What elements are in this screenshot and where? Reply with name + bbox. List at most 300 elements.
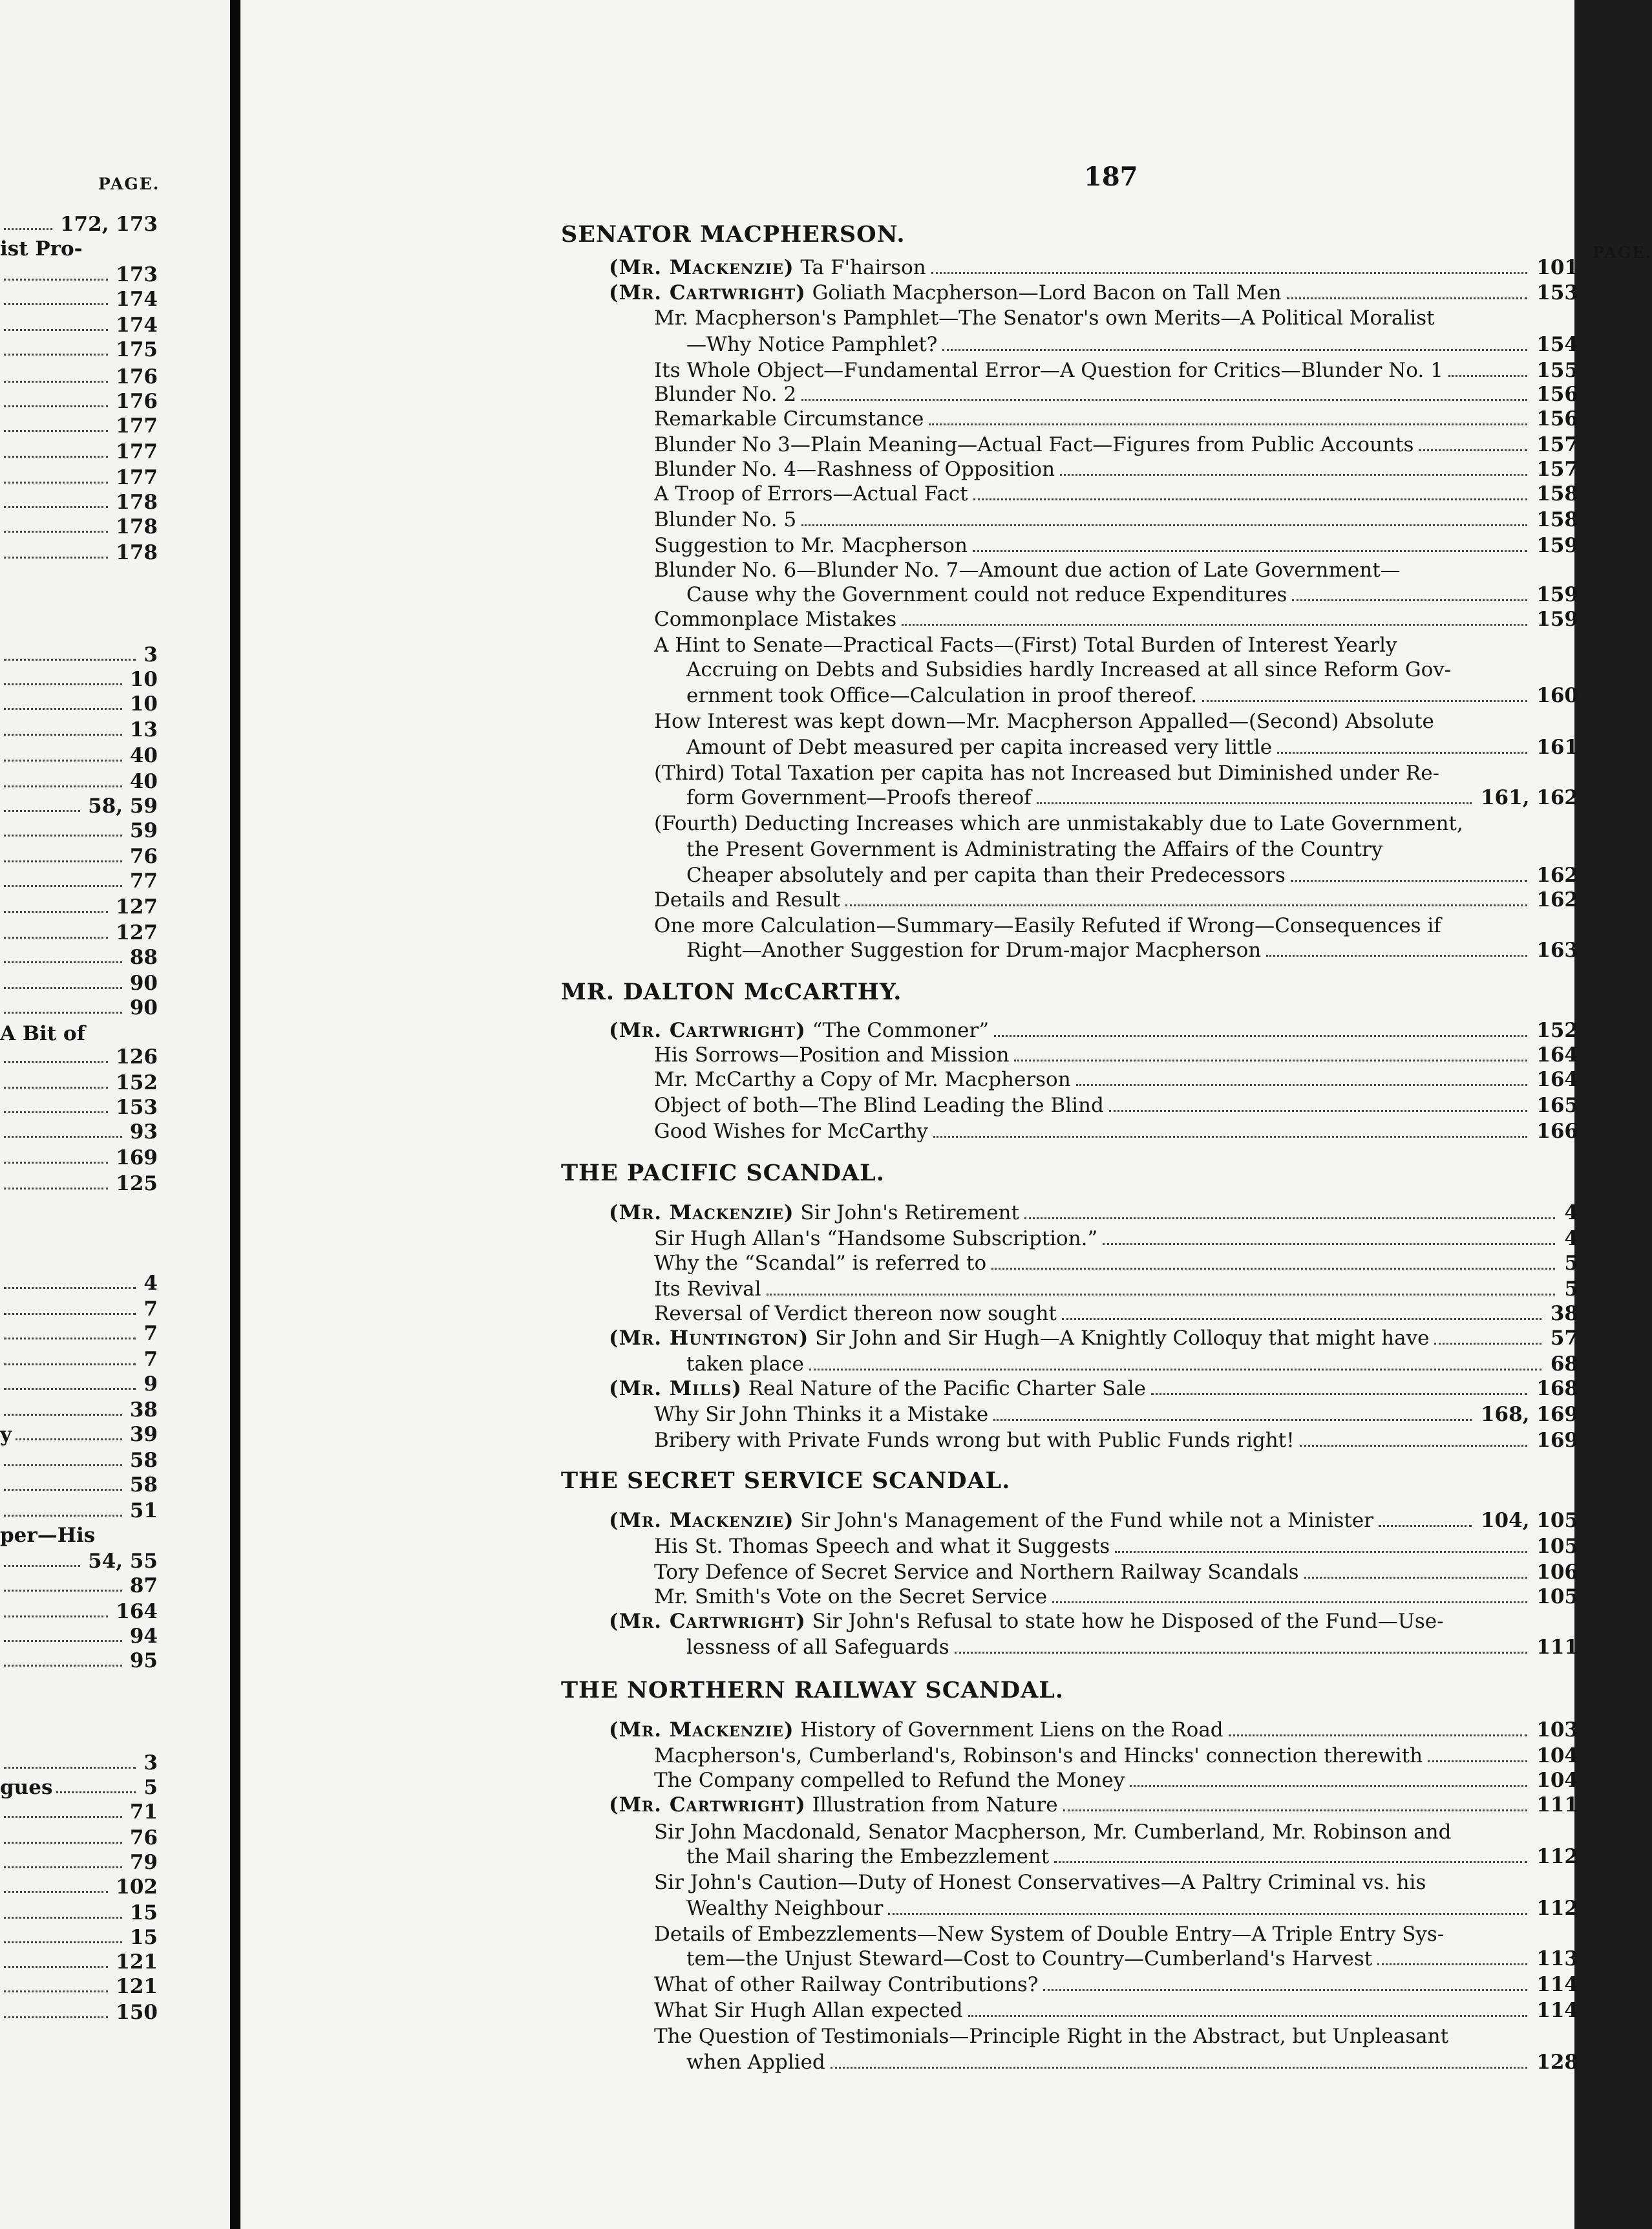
entry-page-number: 111 <box>1536 1793 1578 1817</box>
left-row-page: 87 <box>129 1574 158 1597</box>
entry-text <box>654 811 1463 837</box>
left-index-row <box>0 1146 158 1170</box>
entry-page-number: 169 <box>1536 1429 1578 1452</box>
dot-leader <box>4 337 108 356</box>
left-index-row <box>0 490 158 515</box>
index-entry <box>654 1767 1578 1793</box>
left-index-row <box>0 692 158 716</box>
left-row-page: 58 <box>129 1473 158 1497</box>
left-row-page: 10 <box>129 692 158 716</box>
left-index-row <box>0 1950 158 1974</box>
left-index-row <box>0 389 158 414</box>
entry-text <box>609 1376 1146 1402</box>
dot-leader <box>4 769 122 787</box>
left-index-row <box>0 540 158 565</box>
index-entry <box>654 456 1578 482</box>
entry-title: Cheaper absolutely and per capita than their Predecessors <box>686 864 1286 887</box>
entry-title: Sir Hugh Allan's “Handsome Subscription.” <box>654 1227 1098 1250</box>
index-entry <box>686 582 1578 608</box>
left-index-row <box>0 794 158 818</box>
entry-speaker: (Mr. Cartwright) <box>609 1610 806 1633</box>
left-index-row <box>0 262 158 287</box>
entry-title: Reversal of Verdict thereon now sought <box>654 1302 1057 1325</box>
dot-leader <box>1037 785 1472 804</box>
left-index-row <box>0 313 158 337</box>
left-row-page: 178 <box>116 515 158 539</box>
dot-leader <box>929 406 1527 425</box>
index-entry <box>654 1042 1578 1068</box>
left-row-page: 176 <box>116 390 158 413</box>
dot-leader <box>4 1950 108 1968</box>
entry-text <box>609 1018 989 1043</box>
dot-leader <box>1266 937 1527 957</box>
index-entry <box>654 1584 1578 1610</box>
dot-leader <box>1448 357 1527 377</box>
entry-text <box>686 582 1287 608</box>
index-entry <box>686 785 1578 811</box>
dot-leader <box>1109 1093 1527 1112</box>
index-entry <box>686 937 1578 963</box>
dot-leader <box>4 389 108 407</box>
left-row-page: 121 <box>116 1975 158 1998</box>
entry-title: lessness of all Safeguards <box>686 1636 949 1659</box>
index-entry <box>686 2049 1578 2075</box>
index-entry <box>654 632 1578 658</box>
entry-page-number: 152 <box>1536 1019 1578 1042</box>
entry-text <box>686 734 1272 760</box>
entry-page-number: 157 <box>1536 433 1578 456</box>
left-index-row <box>0 1751 158 1775</box>
left-index-row <box>0 1473 158 1497</box>
entry-page-number: 158 <box>1536 508 1578 531</box>
section-title-dalton-mccarthy: MR. DALTON McCARTHY. <box>561 979 902 1005</box>
dot-leader <box>4 2000 108 2018</box>
dot-leader <box>4 1624 122 1642</box>
entry-page-number: 162 <box>1536 888 1578 912</box>
left-index-row <box>0 971 158 996</box>
left-index-row <box>0 1071 158 1095</box>
dot-leader <box>1060 456 1527 476</box>
entry-title: Blunder No. 6—Blunder No. 7—Amount due action of Late Government— <box>654 559 1401 582</box>
left-index-row <box>0 337 158 362</box>
left-row-page: 3 <box>143 643 158 667</box>
left-row-page: 90 <box>129 996 158 1019</box>
dot-leader <box>831 2049 1527 2069</box>
entry-title: Its Revival <box>654 1277 761 1301</box>
entry-page-number: 104 <box>1536 1769 1578 1792</box>
entry-page-number: 114 <box>1536 1973 1578 1996</box>
entry-title: Cause why the Government could not reduce Expenditures <box>686 583 1287 606</box>
index-entry <box>654 1559 1578 1585</box>
dot-leader <box>4 313 108 331</box>
index-entry <box>686 683 1578 709</box>
left-row-page: 40 <box>129 744 158 767</box>
entry-title: the Mail sharing the Embezzlement <box>686 1845 1050 1868</box>
left-row-page: 9 <box>143 1372 158 1396</box>
index-entry <box>654 1998 1578 2023</box>
entry-text <box>654 1819 1451 1845</box>
index-entry <box>654 606 1578 632</box>
dot-leader <box>968 1998 1527 2017</box>
left-index-row <box>0 1422 158 1447</box>
dot-leader <box>1014 1042 1527 1061</box>
entry-text <box>654 1067 1071 1093</box>
left-row-page: 126 <box>116 1045 158 1069</box>
left-row-text: y <box>0 1423 12 1446</box>
index-entry <box>686 1634 1578 1660</box>
entry-text <box>609 1608 1444 1634</box>
entry-title: Blunder No. 2 <box>654 383 797 406</box>
left-index-row <box>0 1624 158 1648</box>
index-entry <box>609 1792 1578 1818</box>
entry-title: form Government—Proofs thereof <box>686 786 1032 809</box>
dot-leader <box>1052 1584 1527 1603</box>
left-row-page: 177 <box>116 466 158 489</box>
entry-page-number: 164 <box>1536 1068 1578 1091</box>
entry-text <box>654 1743 1423 1769</box>
index-entry <box>654 913 1578 939</box>
entry-text <box>654 456 1055 482</box>
entry-page-number: 105 <box>1536 1585 1578 1608</box>
index-entry <box>654 760 1578 786</box>
entry-title: Illustration from Nature <box>805 1793 1058 1817</box>
index-entry <box>654 305 1578 331</box>
section-title-northern-railway-scandal: THE NORTHERN RAILWAY SCANDAL. <box>561 1677 1064 1703</box>
left-row-page: 150 <box>116 2001 158 2024</box>
entry-page-number: 57 <box>1550 1327 1578 1350</box>
dot-leader <box>1287 280 1527 299</box>
entry-text <box>654 913 1441 939</box>
dot-leader <box>4 1297 136 1315</box>
entry-title: Sir John's Caution—Duty of Honest Conservatives—A Paltry Criminal vs. his <box>654 1871 1426 1894</box>
dot-leader <box>973 533 1527 552</box>
entry-text <box>654 1427 1295 1453</box>
index-entry <box>654 1972 1578 1998</box>
index-entry <box>686 1844 1578 1870</box>
left-row-page: 79 <box>129 1851 158 1874</box>
dot-leader <box>4 667 122 685</box>
entry-speaker: (Mr. Mackenzie) <box>609 1718 794 1742</box>
left-row-page: 3 <box>143 1751 158 1775</box>
index-entry <box>654 406 1578 432</box>
entry-text <box>686 1351 804 1377</box>
dot-leader <box>4 465 108 484</box>
index-entry <box>654 1533 1578 1559</box>
entry-text <box>654 2023 1448 2049</box>
entry-title: His Sorrows—Position and Mission <box>654 1043 1010 1067</box>
entry-text <box>686 837 1382 862</box>
left-index-row <box>0 1850 158 1875</box>
dot-leader <box>1202 683 1527 702</box>
left-row-page: 174 <box>116 288 158 311</box>
index-entry <box>686 837 1578 862</box>
left-index-row <box>0 1974 158 1999</box>
left-row-text: A Bit of <box>0 1022 85 1045</box>
entry-text <box>686 332 937 357</box>
left-row-page: 93 <box>129 1120 158 1144</box>
entry-page-number: 111 <box>1536 1636 1578 1659</box>
entry-text <box>654 1402 988 1427</box>
entry-text <box>686 657 1451 683</box>
entry-title: A Troop of Errors—Actual Fact <box>654 482 968 506</box>
dot-leader <box>4 1901 122 1919</box>
dot-leader <box>4 287 108 305</box>
dot-leader <box>4 440 108 458</box>
entry-text <box>609 255 926 281</box>
left-index-row <box>0 465 158 490</box>
left-row-text: gues <box>0 1776 53 1799</box>
left-index-row <box>0 1297 158 1321</box>
entry-page-number: 154 <box>1536 333 1578 356</box>
entry-title: Good Wishes for McCarthy <box>654 1120 928 1143</box>
dot-leader <box>1229 1717 1527 1736</box>
left-row-page: 5 <box>143 1776 158 1799</box>
dot-leader <box>4 1146 108 1164</box>
section-title-secret-service-scandal: THE SECRET SERVICE SCANDAL. <box>561 1467 1011 1494</box>
entry-title: Details of Embezzlements—New System of Double Entry—A Triple Entry Sys- <box>654 1923 1445 1946</box>
entry-page-number: 113 <box>1536 1947 1578 1970</box>
entry-page-number: 68 <box>1550 1352 1578 1376</box>
entry-text <box>654 1584 1047 1610</box>
entry-text <box>654 507 796 533</box>
index-entry <box>654 887 1578 913</box>
entry-title: Mr. Macpherson's Pamphlet—The Senator's own Merits—A Political Moralist <box>654 306 1435 330</box>
left-index-row <box>0 414 158 438</box>
dot-leader <box>4 1573 122 1592</box>
dot-leader <box>4 996 122 1014</box>
entry-page-number: 165 <box>1536 1094 1578 1117</box>
entry-text <box>686 683 1197 709</box>
dot-leader <box>4 1045 108 1063</box>
entry-text <box>654 709 1434 734</box>
dot-leader <box>4 365 108 383</box>
left-row-page: 94 <box>129 1625 158 1648</box>
index-entry <box>609 1608 1578 1634</box>
dot-leader <box>4 540 108 559</box>
dot-leader <box>4 1800 122 1818</box>
left-row-page: 174 <box>116 314 158 337</box>
index-entry <box>686 332 1578 357</box>
dot-leader <box>1419 432 1527 451</box>
entry-title: A Hint to Senate—Practical Facts—(First) Total Burden of Interest Yearly <box>654 634 1397 657</box>
dot-leader <box>4 945 122 963</box>
left-index-row <box>0 844 158 869</box>
entry-speaker: (Mr. Cartwright) <box>609 1019 806 1042</box>
entry-text <box>654 606 896 632</box>
left-index-row <box>0 718 158 742</box>
entry-page-number: 155 <box>1536 359 1578 382</box>
left-row-page: 7 <box>143 1348 158 1371</box>
entry-text <box>609 1200 1019 1226</box>
entry-text <box>654 1998 963 2023</box>
entry-title: How Interest was kept down—Mr. Macpherson Appalled—(Second) Absolute <box>654 710 1434 733</box>
entry-text <box>654 1042 1009 1068</box>
left-index-row <box>0 1901 158 1925</box>
entry-page-number: 159 <box>1536 583 1578 606</box>
left-row-page: 127 <box>116 895 158 919</box>
left-row-page: 58, 59 <box>88 795 158 818</box>
entry-page-number: 112 <box>1536 1897 1578 1920</box>
left-index-row <box>0 1372 158 1396</box>
dot-leader <box>933 1118 1527 1138</box>
left-row-page: 7 <box>143 1297 158 1321</box>
dot-leader <box>4 1372 136 1390</box>
left-index-row <box>0 2000 158 2025</box>
entry-text <box>686 785 1032 811</box>
entry-page-number: 106 <box>1536 1561 1578 1584</box>
left-row-page: 175 <box>116 338 158 361</box>
dot-leader <box>4 1648 122 1667</box>
index-entry <box>609 1376 1578 1402</box>
left-row-page: 38 <box>129 1398 158 1422</box>
dot-leader <box>991 1250 1555 1270</box>
dot-leader <box>993 1402 1472 1421</box>
entry-page-number: 104, 105 <box>1480 1509 1578 1532</box>
entry-title: Goliath Macpherson—Lord Bacon on Tall Men <box>805 281 1282 304</box>
index-entry <box>654 1301 1578 1327</box>
dot-leader <box>4 844 122 862</box>
dot-leader <box>1076 1067 1527 1086</box>
left-index-row <box>0 365 158 389</box>
dot-leader <box>1130 1767 1527 1787</box>
dot-leader <box>4 692 122 710</box>
page-number: 187 <box>1084 162 1138 192</box>
entry-text <box>654 1301 1057 1327</box>
entry-title: Why the “Scandal” is referred to <box>654 1252 987 1275</box>
left-index-row <box>0 1648 158 1673</box>
entry-title: Ta F'hairson <box>794 256 926 279</box>
entry-title: Remarkable Circumstance <box>654 407 924 431</box>
left-index-row <box>0 921 158 945</box>
entry-page-number: 164 <box>1536 1043 1578 1067</box>
entry-text <box>654 1921 1444 1947</box>
dot-leader <box>4 1751 136 1769</box>
dot-leader <box>4 818 122 837</box>
left-row-page: 177 <box>116 414 158 438</box>
left-row-page: 59 <box>129 819 158 842</box>
dot-leader <box>1054 1844 1527 1863</box>
left-page-column-header: PAGE. <box>98 175 160 193</box>
entry-title: “The Commoner” <box>805 1019 990 1042</box>
dot-leader <box>4 1071 108 1089</box>
index-entry <box>654 1870 1578 1895</box>
left-row-page: 169 <box>116 1146 158 1169</box>
entry-text <box>654 1093 1104 1118</box>
index-entry <box>654 381 1578 407</box>
left-index-row <box>0 1271 158 1296</box>
index-entry <box>654 1093 1578 1118</box>
entry-page-number: 104 <box>1536 1744 1578 1767</box>
dot-leader <box>4 262 108 281</box>
entry-page-number: 160 <box>1536 684 1578 707</box>
dot-leader <box>1024 1200 1555 1219</box>
index-entry <box>654 1427 1578 1453</box>
entry-text <box>686 2049 825 2075</box>
entry-title: taken place <box>686 1352 804 1376</box>
index-entry <box>654 709 1578 734</box>
entry-title: Object of both—The Blind Leading the Blind <box>654 1094 1104 1117</box>
left-row-page: 4 <box>143 1272 158 1295</box>
entry-title: The Question of Testimonials—Principle Right in the Abstract, but Unpleasant <box>654 2025 1449 2048</box>
entry-title: Details and Result <box>654 888 840 912</box>
entry-text <box>686 937 1261 963</box>
left-row-page: 153 <box>116 1096 158 1119</box>
section-title-pacific-scandal: THE PACIFIC SCANDAL. <box>561 1160 885 1186</box>
left-row-page: 58 <box>129 1449 158 1472</box>
dot-leader <box>4 1171 108 1189</box>
entry-speaker: (Mr. Mackenzie) <box>609 1509 794 1532</box>
left-index-row <box>0 769 158 794</box>
index-entry <box>654 432 1578 458</box>
left-index-row <box>0 1171 158 1196</box>
dot-leader <box>1043 1972 1527 1991</box>
dot-leader <box>1300 1427 1527 1447</box>
entry-text <box>609 1325 1429 1351</box>
index-entry <box>654 2023 1578 2049</box>
left-index-row <box>0 1021 158 1046</box>
index-entry <box>686 1351 1578 1377</box>
entry-title: —Why Notice Pamphlet? <box>686 333 938 356</box>
entry-text <box>654 533 968 559</box>
entry-title: Wealthy Neighbour <box>686 1897 884 1920</box>
dot-leader <box>973 481 1527 500</box>
entry-title: Sir John and Sir Hugh—A Knightly Colloquy that might have <box>809 1327 1430 1350</box>
entry-text <box>654 1226 1097 1252</box>
index-entry <box>686 862 1578 888</box>
left-row-page: 90 <box>129 972 158 995</box>
entry-text <box>654 1533 1110 1559</box>
left-row-page: 15 <box>129 1901 158 1925</box>
index-entry <box>609 1508 1578 1533</box>
dot-leader <box>4 1549 80 1567</box>
entry-title: Sir John Macdonald, Senator Macpherson, Mr. Cumberland, Mr. Robinson and <box>654 1820 1452 1844</box>
left-index-row <box>0 667 158 692</box>
entry-page-number: 163 <box>1536 939 1578 962</box>
left-row-page: 76 <box>129 845 158 868</box>
entry-text <box>654 1250 986 1276</box>
entry-speaker: (Mr. Mackenzie) <box>609 256 794 279</box>
entry-text <box>654 1559 1299 1585</box>
entry-text <box>654 357 1443 383</box>
entry-title: when Applied <box>686 2051 825 2074</box>
dot-leader <box>4 1473 122 1491</box>
left-row-text: per—His <box>0 1524 96 1547</box>
left-index-row <box>0 945 158 970</box>
entry-page-number: 103 <box>1536 1718 1578 1742</box>
entry-text <box>686 1634 949 1660</box>
dot-leader <box>1377 1946 1527 1965</box>
entry-page-number: 162 <box>1536 864 1578 887</box>
entry-title: Real Nature of the Pacific Charter Sale <box>741 1377 1146 1400</box>
left-index-row <box>0 643 158 667</box>
entry-page-number: 5 <box>1564 1252 1578 1275</box>
left-row-page: 7 <box>143 1322 158 1345</box>
left-row-page: 127 <box>116 921 158 944</box>
entry-page-number: 157 <box>1536 458 1578 481</box>
left-index-row <box>0 212 158 237</box>
dot-leader <box>4 515 108 533</box>
entry-text <box>654 481 968 507</box>
entry-page-number: 168 <box>1536 1377 1578 1400</box>
entry-title: Commonplace Mistakes <box>654 608 897 631</box>
entry-text <box>654 1118 928 1144</box>
dot-leader <box>1151 1376 1527 1395</box>
entry-text <box>654 760 1439 786</box>
entry-speaker: (Mr. Mackenzie) <box>609 1201 794 1224</box>
dot-leader <box>1062 1301 1541 1320</box>
index-entry <box>654 481 1578 507</box>
entry-text <box>609 1792 1058 1818</box>
